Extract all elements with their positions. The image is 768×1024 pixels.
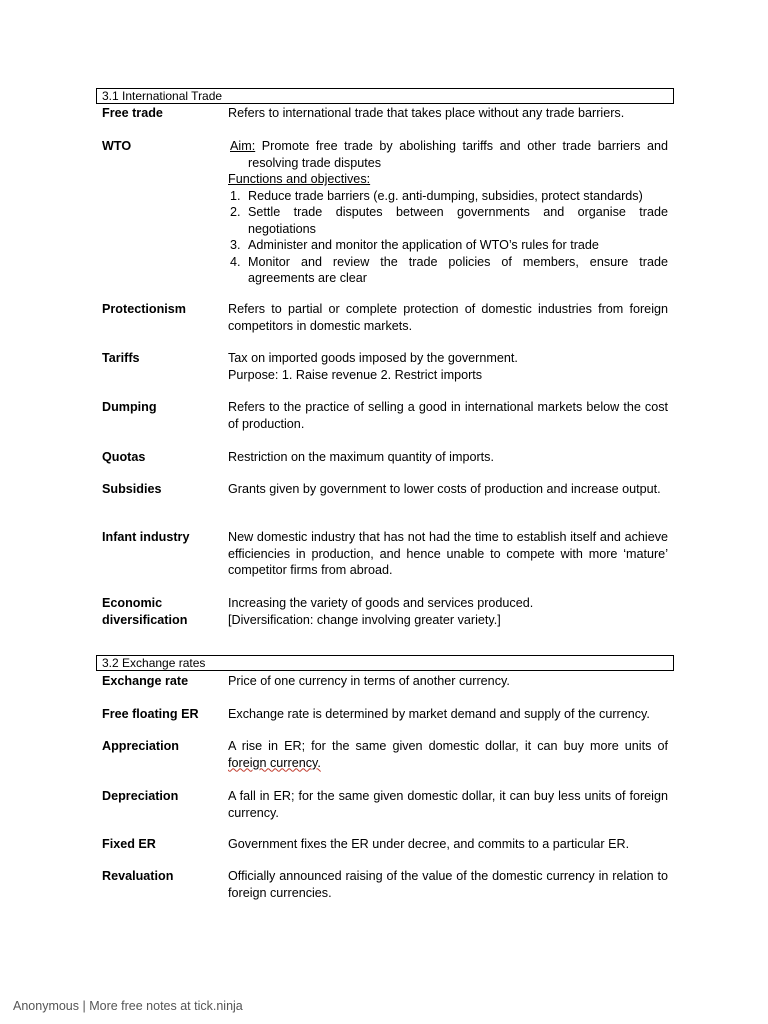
item-number: 4.: [230, 254, 241, 269]
definition: [228, 595, 668, 628]
list-item: [228, 237, 668, 254]
term: Free floating ER: [102, 707, 199, 721]
definition: A fall in ER; for the same given domestic dollar, it can buy less units of foreign currency.: [228, 789, 668, 820]
term: Economic diversification: [102, 596, 188, 627]
term: WTO: [102, 139, 132, 153]
definition: Restriction on the maximum quantity of imports.: [228, 450, 494, 464]
term: Appreciation: [102, 739, 179, 753]
list-item: [228, 254, 668, 287]
term: Fixed ER: [102, 837, 156, 851]
definition-line: Tax on imported goods imposed by the government.: [228, 351, 518, 365]
term: Free trade: [102, 106, 163, 120]
definition: Price of one currency in terms of another currency.: [228, 674, 510, 688]
aim-label: Aim:: [230, 139, 256, 153]
aim-text: Promote free trade by abolishing tariffs and other trade barriers and resolving trade disputes: [248, 139, 668, 170]
definition: Government fixes the ER under decree, and commits to a particular ER.: [228, 837, 630, 851]
section-header-international-trade: 3.1 International Trade: [96, 88, 674, 104]
definition: [228, 138, 668, 287]
definition: Refers to the practice of selling a good in international markets below the cost of production.: [228, 400, 668, 431]
term: Infant industry: [102, 530, 190, 544]
item-number: 2.: [230, 205, 241, 219]
definition: Officially announced raising of the value of the domestic currency in relation to foreign currencies.: [228, 869, 668, 900]
definition: Refers to international trade that takes place without any trade barriers.: [228, 106, 625, 120]
term: Tariffs: [102, 351, 140, 365]
definition-text: A rise in ER; for the same given domestic dollar, it can buy more units of: [228, 739, 668, 753]
item-text: Monitor and review the trade policies of members, ensure trade agreements are clear: [248, 254, 668, 285]
definition: Grants given by government to lower costs of production and increase output.: [228, 482, 661, 496]
functions-label: Functions and objectives:: [228, 172, 371, 186]
definition-line: Purpose: 1. Raise revenue 2. Restrict imports: [228, 367, 483, 382]
term: Exchange rate: [102, 674, 189, 688]
definition: New domestic industry that has not had the time to establish itself and achieve efficiencies in production, and hence unable to compete with more ‘mature’ competitor firms from abroad.: [228, 530, 668, 577]
term: Subsidies: [102, 482, 162, 496]
list-item: [228, 188, 668, 205]
definition: [228, 738, 668, 771]
item-text: Settle trade disputes between governments and organise trade negotiations: [248, 205, 668, 236]
term: Revaluation: [102, 869, 174, 883]
item-number: 1.: [230, 188, 241, 203]
definition-line: [Diversification: change involving greater variety.]: [228, 612, 501, 627]
list-item: [228, 204, 668, 237]
item-text: Reduce trade barriers (e.g. anti-dumping, subsidies, protect standards): [248, 188, 643, 203]
term: Protectionism: [102, 302, 186, 316]
footer-attribution: Anonymous | More free notes at tick.ninja: [13, 999, 243, 1013]
definition: Exchange rate is determined by market demand and supply of the currency.: [228, 707, 650, 721]
item-text: Administer and monitor the application of WTO’s rules for trade: [248, 238, 599, 252]
section-header-exchange-rates: 3.2 Exchange rates: [96, 655, 674, 671]
definition: [228, 350, 668, 383]
item-number: 3.: [230, 238, 241, 252]
definition-line: Increasing the variety of goods and services produced.: [228, 596, 534, 610]
definition-text-spellcheck: foreign currency.: [228, 755, 321, 770]
term: Quotas: [102, 450, 146, 464]
definition: Refers to partial or complete protection of domestic industries from foreign competitors in domestic markets.: [228, 302, 668, 333]
term: Dumping: [102, 400, 157, 414]
term: Depreciation: [102, 789, 179, 803]
functions-list: [228, 188, 668, 287]
